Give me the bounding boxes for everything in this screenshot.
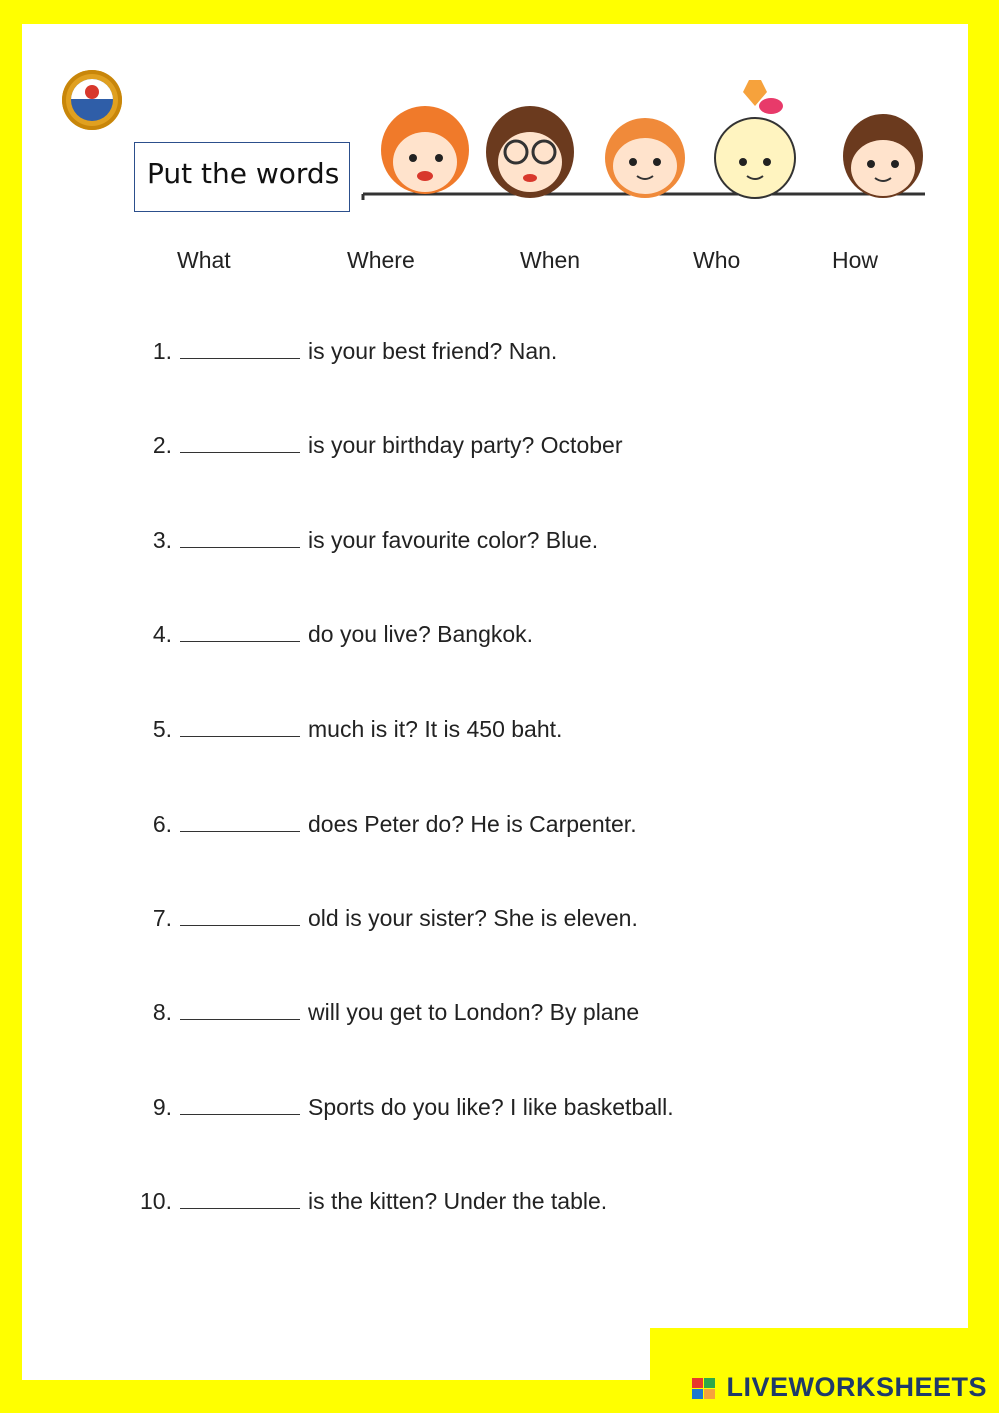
word-who: Who bbox=[693, 247, 741, 273]
answer-blank[interactable] bbox=[180, 831, 300, 832]
question-number: 8. bbox=[152, 999, 172, 1025]
question-row bbox=[0, 716, 999, 756]
question-number: 10. bbox=[140, 1188, 172, 1214]
question-number: 9. bbox=[152, 1094, 172, 1120]
question-number: 3. bbox=[152, 527, 172, 553]
liveworksheets-logo-icon bbox=[692, 1378, 716, 1400]
children-illustration bbox=[355, 72, 925, 200]
question-text: does Peter do? He is Carpenter. bbox=[308, 811, 637, 837]
question-row bbox=[0, 1094, 999, 1134]
worksheet-page bbox=[22, 24, 968, 1380]
liveworksheets-banner bbox=[650, 1328, 999, 1413]
answer-blank[interactable] bbox=[180, 1019, 300, 1020]
question-text: will you get to London? By plane bbox=[308, 999, 640, 1025]
question-row bbox=[0, 527, 999, 567]
answer-blank[interactable] bbox=[180, 452, 300, 453]
question-text: Sports do you like? I like basketball. bbox=[308, 1094, 674, 1120]
question-row bbox=[0, 905, 999, 945]
question-row bbox=[0, 338, 999, 378]
answer-blank[interactable] bbox=[180, 736, 300, 737]
question-row bbox=[0, 621, 999, 661]
question-text: much is it? It is 450 baht. bbox=[308, 716, 563, 742]
question-number: 6. bbox=[152, 811, 172, 837]
question-text: is your favourite color? Blue. bbox=[308, 527, 599, 553]
question-row bbox=[0, 999, 999, 1039]
question-text: is the kitten? Under the table. bbox=[308, 1188, 608, 1214]
question-number: 5. bbox=[152, 716, 172, 742]
answer-blank[interactable] bbox=[180, 358, 300, 359]
word-how: How bbox=[832, 247, 879, 273]
question-row bbox=[0, 1188, 999, 1228]
question-number: 1. bbox=[152, 338, 172, 364]
question-number: 7. bbox=[152, 905, 172, 931]
question-number: 2. bbox=[152, 432, 172, 458]
word-what: What bbox=[177, 247, 231, 273]
question-row bbox=[0, 432, 999, 472]
question-row bbox=[0, 811, 999, 851]
liveworksheets-brand: LIVEWORKSHEETS bbox=[726, 1372, 987, 1402]
question-number: 4. bbox=[152, 621, 172, 647]
question-text: old is your sister? She is eleven. bbox=[308, 905, 638, 931]
school-seal-logo bbox=[62, 70, 122, 130]
word-when: When bbox=[520, 247, 581, 273]
worksheet-title: Put the words bbox=[134, 142, 350, 212]
answer-blank[interactable] bbox=[180, 925, 300, 926]
question-text: do you live? Bangkok. bbox=[308, 621, 534, 647]
question-text: is your birthday party? October bbox=[308, 432, 623, 458]
word-where: Where bbox=[347, 247, 415, 273]
answer-blank[interactable] bbox=[180, 547, 300, 548]
answer-blank[interactable] bbox=[180, 1208, 300, 1209]
question-text: is your best friend? Nan. bbox=[308, 338, 558, 364]
answer-blank[interactable] bbox=[180, 1114, 300, 1115]
answer-blank[interactable] bbox=[180, 641, 300, 642]
